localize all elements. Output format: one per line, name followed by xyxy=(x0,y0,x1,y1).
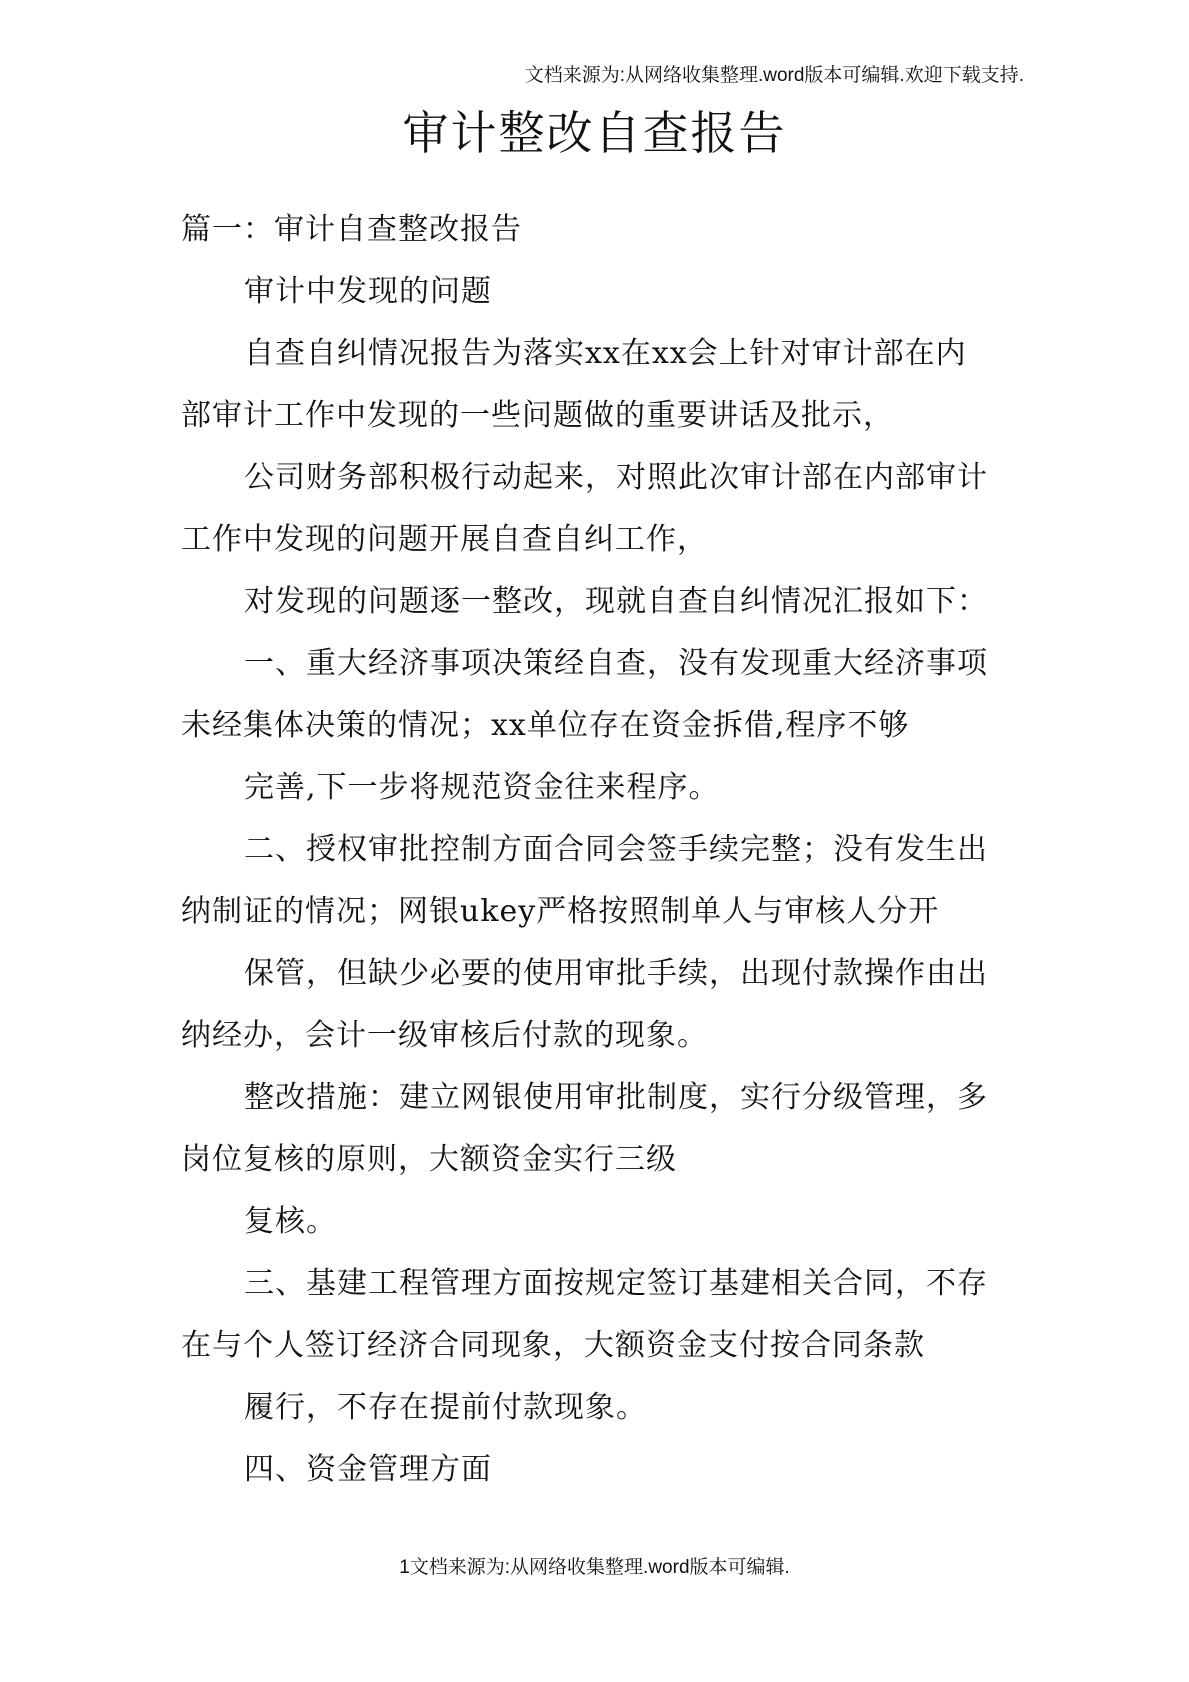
footer-source-note: 1文档来源为:从网络收集整理.word版本可编辑. xyxy=(399,1557,790,1578)
section-heading: 篇一：审计自查整改报告 xyxy=(181,212,522,247)
paragraph-line: 工作中发现的问题开展自查自纠工作， xyxy=(181,522,708,557)
paragraph-line: 审计中发现的问题 xyxy=(244,274,492,309)
paragraph-line: 整改措施：建立网银使用审批制度，实行分级管理，多 xyxy=(244,1080,988,1115)
paragraph-line: 四、资金管理方面 xyxy=(244,1452,492,1487)
paragraph-line: 保管，但缺少必要的使用审批手续，出现付款操作由出 xyxy=(244,956,988,991)
paragraph-line: 三、基建工程管理方面按规定签订基建相关合同，不存 xyxy=(244,1266,988,1301)
paragraph-line: 对发现的问题逐一整改，现就自查自纠情况汇报如下： xyxy=(244,584,988,619)
paragraph-line: 在与个人签订经济合同现象，大额资金支付按合同条款 xyxy=(181,1328,925,1363)
paragraph-line: 一、重大经济事项决策经自查，没有发现重大经济事项 xyxy=(244,646,988,681)
paragraph-line: 公司财务部积极行动起来，对照此次审计部在内部审计 xyxy=(244,460,988,495)
paragraph-line: 岗位复核的原则，大额资金实行三级 xyxy=(181,1142,677,1177)
document-title: 审计整改自查报告 xyxy=(402,106,787,160)
paragraph-line: 纳经办，会计一级审核后付款的现象。 xyxy=(181,1018,708,1053)
paragraph-line: 自查自纠情况报告为落实xx在xx会上针对审计部在内 xyxy=(244,336,967,371)
paragraph-line: 履行，不存在提前付款现象。 xyxy=(244,1390,647,1425)
document-body xyxy=(181,199,1016,1501)
paragraph-line: 完善,下一步将规范资金往来程序。 xyxy=(244,770,720,805)
paragraph-line: 二、授权审批控制方面合同会签手续完整；没有发生出 xyxy=(244,832,988,867)
paragraph-line: 未经集体决策的情况；xx单位存在资金拆借,程序不够 xyxy=(181,708,910,743)
paragraph-line: 复核。 xyxy=(244,1204,337,1239)
paragraph-line: 纳制证的情况；网银ukey严格按照制单人与审核人分开 xyxy=(181,894,940,929)
header-source-note: 文档来源为:从网络收集整理.word版本可编辑.欢迎下载支持. xyxy=(524,65,1024,86)
paragraph-line: 部审计工作中发现的一些问题做的重要讲话及批示， xyxy=(181,398,894,433)
